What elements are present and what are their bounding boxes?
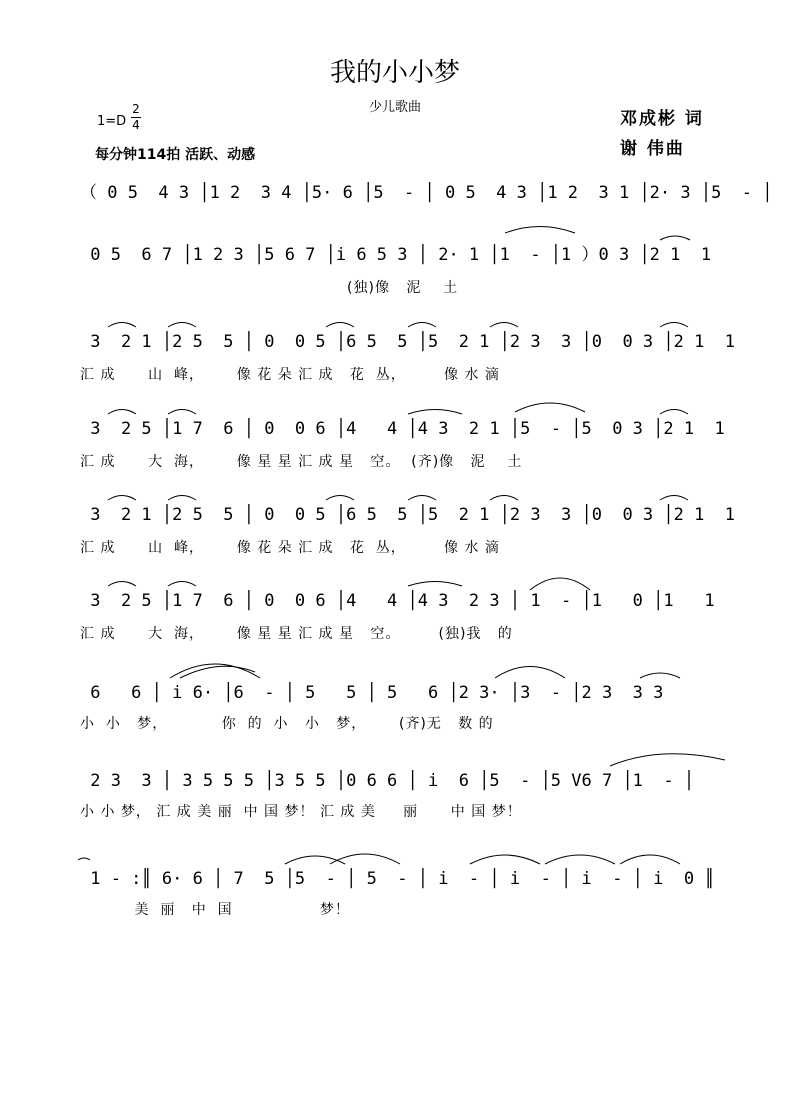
slur xyxy=(515,403,585,412)
composer-credit: 谢 伟曲 xyxy=(620,139,685,159)
system-8-notes: 2 3 3 │ 3 5 5 5 │3 5 5 │0 6 6 │ i 6 │5 - │5 V6 7 │1 - │ xyxy=(80,771,695,791)
slur xyxy=(660,410,688,415)
system-5-notes: 3 2 1 │2 5 5 │ 0 0 5 │6 5 5 │5 2 1 │2 3 3 │0 0 3 │2 1 1 xyxy=(80,505,736,525)
slur xyxy=(640,673,680,678)
slur xyxy=(326,323,354,328)
slur xyxy=(610,754,725,766)
slur xyxy=(408,496,436,501)
system-9-lyrics: 美 丽 中 国 梦！ xyxy=(80,902,350,918)
lyricist-credit: 邓成彬 词 xyxy=(620,109,704,129)
slur xyxy=(408,410,462,415)
slur xyxy=(330,854,400,864)
slur xyxy=(660,236,690,240)
system-1-notes: （ 0 5 4 3 │1 2 3 4 │5· 6 │5 - │ 0 5 4 3 │1 2 3 1 │2· 3 │5 - │ xyxy=(80,183,773,203)
slur xyxy=(470,855,540,864)
slur xyxy=(660,496,688,501)
tempo-marking: 每分钟114拍 活跃、动感 xyxy=(95,147,256,163)
system-8-lyrics: 小 小 梦， 汇 成 美 丽 中 国 梦！ 汇 成 美 丽 中 国 梦！ xyxy=(80,804,522,820)
slur xyxy=(495,667,565,679)
slur xyxy=(108,582,136,587)
slur xyxy=(78,858,90,860)
system-6-notes: 3 2 5 │1 7 6 │ 0 0 6 │4 4 │4 3 2 3 │ 1 - │1 0 │1 1 xyxy=(80,591,715,611)
song-subtitle: 少儿歌曲 xyxy=(368,100,421,115)
slur xyxy=(408,582,462,587)
system-3-notes: 3 2 1 │2 5 5 │ 0 0 5 │6 5 5 │5 2 1 │2 3 3 │0 0 3 │2 1 1 xyxy=(80,332,736,352)
time-signature-top: 2 xyxy=(132,102,140,116)
slur xyxy=(660,323,688,328)
slur xyxy=(505,227,575,234)
system-2-notes: 0 5 6 7 │1 2 3 │5 6 7 │i 6 5 3 │ 2· 1 │1 - │1 ）0 3 │2 1 1 xyxy=(80,245,712,265)
system-7-notes: 6 6 │ i 6· │6 - │ 5 5 │ 5 6 │2 3· │3 - │2 3 3 3 xyxy=(80,683,664,703)
slur xyxy=(168,323,196,328)
slur xyxy=(545,855,615,864)
slur xyxy=(490,323,518,328)
time-signature-bottom: 4 xyxy=(132,118,140,132)
slur xyxy=(408,323,436,328)
slur xyxy=(108,410,136,415)
system-6-lyrics: 汇 成 大 海， 像 星 星 汇 成 星 空。 (独)我 的 xyxy=(80,626,513,642)
slur xyxy=(108,323,136,328)
slur xyxy=(326,496,354,501)
slur xyxy=(285,856,345,864)
slur xyxy=(620,855,680,864)
slur xyxy=(168,410,196,415)
system-5-lyrics: 汇 成 山 峰， 像 花 朵 汇 成 花 丛， 像 水 滴 xyxy=(80,540,500,556)
key-signature: 1=D xyxy=(97,114,127,129)
system-9-notes: 1 - :║ 6· 6 │ 7 5 │5 - │ 5 - │ i - │ i - │ i - │ i 0 ║ xyxy=(80,869,715,889)
system-7-lyrics: 小 小 梦， 你 的 小 小 梦， (齐)无 数 的 xyxy=(80,716,494,732)
system-2-lyrics: (独)像 泥 土 xyxy=(80,280,459,296)
slur xyxy=(530,578,590,590)
slur xyxy=(108,496,136,501)
system-4-lyrics: 汇 成 大 海， 像 星 星 汇 成 星 空。 (齐)像 泥 土 xyxy=(80,454,523,470)
system-4-notes: 3 2 5 │1 7 6 │ 0 0 6 │4 4 │4 3 2 1 │5 - │5 0 3 │2 1 1 xyxy=(80,419,725,439)
slur xyxy=(490,496,518,501)
slur xyxy=(168,582,196,587)
slur xyxy=(168,496,196,501)
system-3-lyrics: 汇 成 山 峰， 像 花 朵 汇 成 花 丛， 像 水 滴 xyxy=(80,367,500,383)
song-title: 我的小小梦 xyxy=(329,58,460,88)
